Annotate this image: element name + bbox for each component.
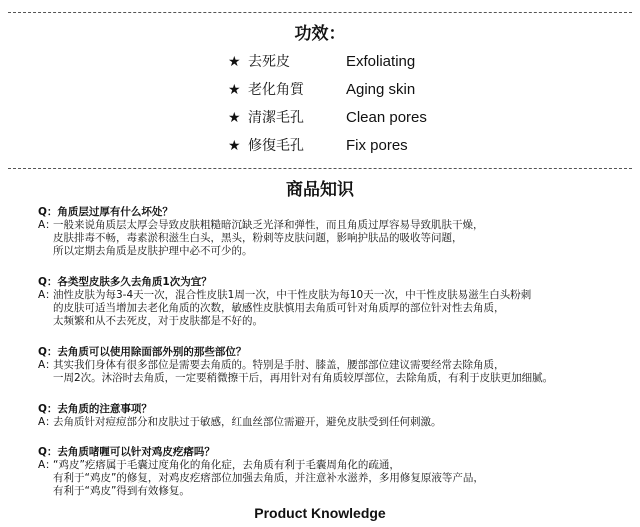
answer-first-line [38,289,634,302]
answer-text: 有利于“鸡皮”得到有效修复。 [53,485,190,497]
answer-prefix: A： [38,359,56,371]
answer-text: 有利于“鸡皮”的修复，对鸡皮疙瘩部位加强去角质，并注意补水滋养，多用修复原液等产品， [53,472,484,484]
star-icon: ★ [228,138,241,154]
answer-text: 所以定期去角质是皮肤护理中必不可少的。 [53,245,253,257]
effect-cn-label: 清潔毛孔 [248,110,304,126]
qa-block-body-parts [38,346,634,385]
effect-en-label: Exfoliating [346,53,416,70]
star-icon: ★ [228,54,241,70]
answer-prefix: A： [38,219,56,231]
effect-en-label: Fix pores [346,137,408,154]
question-text: Q：去角质可以使用除面部外别的那些部位？ [38,346,247,358]
answer-first-line [38,459,634,472]
knowledge-title: 商品知识 [286,180,354,200]
question-text: Q：角质层过厚有什么坏处？ [38,206,173,218]
answer-prefix: A： [38,459,56,471]
qa-block-thick-stratum [38,206,634,258]
answer-text: 皮肤排毒不畅，毒素淤积滋生白头，黑头，粉刺等皮肤问题，影响护肤品的吸收等问题， [53,232,463,244]
answer-text: 一周2次。沐浴时去角质，一定要稍微擦干后，再用针对有角质较厚部位，去除角质，有利于皮肤更加细腻。 [53,372,554,384]
answer-text: 去角质针对痘痘部分和皮肤过于敏感，红血丝部位需避开，避免皮肤受到任何刺激。 [53,416,442,428]
star-icon: ★ [228,82,241,98]
effect-cn-label: 去死皮 [248,54,290,70]
middle-dashed-divider [8,168,632,169]
answer-text: 的皮肤可适当增加去老化角质的次数，敏感性皮肤慎用去角质可针对角质厚的部位针对性去角质， [53,302,505,314]
effect-item-aging-skin [0,80,640,100]
effect-cn-label: 老化角質 [248,82,304,98]
qa-block-frequency [38,276,634,328]
effects-title: 功效： [294,24,346,44]
answer-prefix: A： [38,416,56,428]
product-knowledge-title: Product Knowledge [254,505,386,521]
effect-item-fix-pores [0,136,640,156]
effect-item-clean-pores [0,108,640,128]
effect-en-label: Aging skin [346,81,416,98]
answer-prefix: A： [38,289,56,301]
question-text: Q：去角质的注意事项？ [38,403,152,415]
effect-cn-label: 修復毛孔 [248,138,304,154]
qa-block-precautions [38,403,634,429]
answer-text: 一般来说角质层太厚会导致皮肤粗糙暗沉缺乏光泽和弹性，而且角质过厚容易导致肌肤干燥， [53,219,484,231]
answer-first-line [38,219,634,232]
top-dashed-divider [8,12,632,13]
answer-text: 其实我们身体有很多部位是需要去角质的。特别是手肘、膝盖，腰部部位建议需要经常去除角质， [53,359,505,371]
question-text: Q：去角质啫喱可以针对鸡皮疙瘩吗？ [38,446,215,458]
answer-first-line [38,359,634,372]
answer-text: 太频繁和从不去死皮，对于皮肤都是不好的。 [53,315,263,327]
answer-text: “鸡皮”疙瘩属于毛囊过度角化的角化症，去角质有利于毛囊周角化的疏通， [53,459,400,471]
qa-block-goosebumps [38,446,634,498]
answer-first-line [38,416,634,429]
question-text: Q：各类型皮肤多久去角质1次为宜？ [38,276,212,288]
effect-item-exfoliating [0,52,640,72]
star-icon: ★ [228,110,241,126]
answer-text: 油性皮肤为每3-4天一次，混合性皮肤1周一次，中干性皮肤为每10天一次，中干性皮肤易滋生白头粉刺 [53,289,532,301]
effect-en-label: Clean pores [346,109,427,126]
